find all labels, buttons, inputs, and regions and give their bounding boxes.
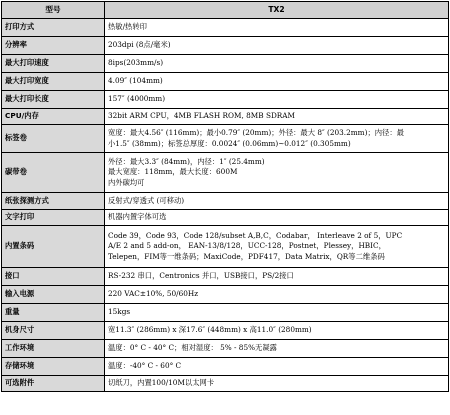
header-row <box>2 2 449 19</box>
table-row <box>2 322 449 340</box>
spec-value <box>105 73 449 91</box>
spec-value-line: 最大宽度：118mm，最大长度：600M <box>108 167 238 177</box>
spec-value-line: 外径：最大3.3″ (84mm)，内径：1″ (25.4mm) <box>108 157 265 167</box>
spec-value-line: 小1.5″ (38mm)；标签总厚度：0.0024″ (0.06mm)~0.012″ (0.305mm) <box>108 138 351 148</box>
spec-value-line: 温度：-40° C - 60° C <box>108 361 182 371</box>
spec-value-line: 热敏/热转印 <box>108 22 147 32</box>
spec-value-line: Code 39，Code 93，Code 128/subset A,B,C，Codabar， Interleave 2 of 5，UPC <box>108 231 403 241</box>
spec-value <box>105 226 449 268</box>
spec-label: 最大打印长度 <box>2 91 105 109</box>
spec-value <box>105 304 449 322</box>
spec-value-line: Telepen，FIM等一维条码；MaxiCode，PDF417，Data Matrix，QR等二维条码 <box>108 251 385 261</box>
spec-label: 接口 <box>2 268 105 286</box>
spec-value <box>105 153 449 193</box>
spec-label: 存储环境 <box>2 358 105 376</box>
table-row <box>2 91 449 109</box>
spec-label: 可选附件 <box>2 376 105 392</box>
spec-table <box>1 1 449 392</box>
spec-value-line: 内外碳均可 <box>108 177 145 187</box>
spec-value-line: 32bit ARM CPU，4MB FLASH ROM, 8MB SDRAM <box>108 111 296 121</box>
spec-value-line: 宽11.3″ (286mm) x 深17.6″ (448mm) x 高11.0″ (280mm) <box>108 325 312 335</box>
spec-label: 标签卷 <box>2 125 105 153</box>
table-row <box>2 55 449 73</box>
table-row <box>2 358 449 376</box>
header-model: 型号 <box>2 2 105 19</box>
spec-value <box>105 286 449 304</box>
table-row <box>2 125 449 153</box>
spec-value-line: 15kgs <box>108 307 131 317</box>
spec-value-line: RS-232 串口，Centronics 并口，USB接口，PS/2接口 <box>108 271 294 281</box>
spec-value <box>105 322 449 340</box>
spec-value-line: 反射式/穿透式 (可移动) <box>108 195 185 205</box>
spec-label: 分辨率 <box>2 37 105 55</box>
table-row <box>2 193 449 210</box>
table-row <box>2 19 449 37</box>
spec-value <box>105 55 449 73</box>
spec-label: 内置条码 <box>2 226 105 268</box>
spec-label: 机身尺寸 <box>2 322 105 340</box>
table-row <box>2 153 449 193</box>
spec-value-line: 切纸刀，内置100/10M以太网卡 <box>108 378 215 388</box>
spec-value <box>105 193 449 210</box>
spec-label: CPU/内存 <box>2 109 105 125</box>
spec-label: 碳带卷 <box>2 153 105 193</box>
spec-value <box>105 91 449 109</box>
spec-value-line: 4.09″ (104mm) <box>108 76 163 86</box>
table-row <box>2 376 449 392</box>
spec-value <box>105 376 449 392</box>
spec-value-line: 157″ (4000mm) <box>108 94 166 104</box>
spec-value-line: 203dpi (8点/毫米) <box>108 40 171 50</box>
spec-label: 打印方式 <box>2 19 105 37</box>
spec-label: 输入电源 <box>2 286 105 304</box>
table-row <box>2 73 449 91</box>
spec-value <box>105 210 449 226</box>
spec-value-line: A/E 2 and 5 add-on， EAN-13/8/128，UCC-128，Postnet，Plessey，HBIC， <box>108 241 386 251</box>
table-row <box>2 340 449 358</box>
table-row <box>2 226 449 268</box>
spec-value-line: 220 VAC±10%, 50/60Hz <box>108 289 199 299</box>
table-row <box>2 37 449 55</box>
spec-label: 最大打印宽度 <box>2 73 105 91</box>
spec-value <box>105 19 449 37</box>
spec-value <box>105 125 449 153</box>
spec-value-line: 机器内置字体可选 <box>108 212 167 222</box>
spec-value <box>105 340 449 358</box>
spec-value-line: 温度：0° C - 40° C；相对湿度： 5% - 85%无凝露 <box>108 343 277 353</box>
spec-value-line: 宽度：最大4.56″ (116mm)；最小0.79″ (20mm)；外径：最大 8″ (203.2mm)；内径：最 <box>108 128 404 138</box>
spec-value <box>105 358 449 376</box>
table-row <box>2 268 449 286</box>
spec-label: 纸张探测方式 <box>2 193 105 210</box>
spec-label: 文字打印 <box>2 210 105 226</box>
table-row <box>2 286 449 304</box>
spec-value <box>105 37 449 55</box>
spec-value-line: 8ips(203mm/s) <box>108 58 164 68</box>
table-row <box>2 210 449 226</box>
spec-value <box>105 109 449 125</box>
table-row <box>2 109 449 125</box>
table-row <box>2 304 449 322</box>
spec-label: 重量 <box>2 304 105 322</box>
spec-label: 最大打印速度 <box>2 55 105 73</box>
spec-label: 工作环境 <box>2 340 105 358</box>
spec-value <box>105 268 449 286</box>
header-model-value: TX2 <box>105 2 449 19</box>
